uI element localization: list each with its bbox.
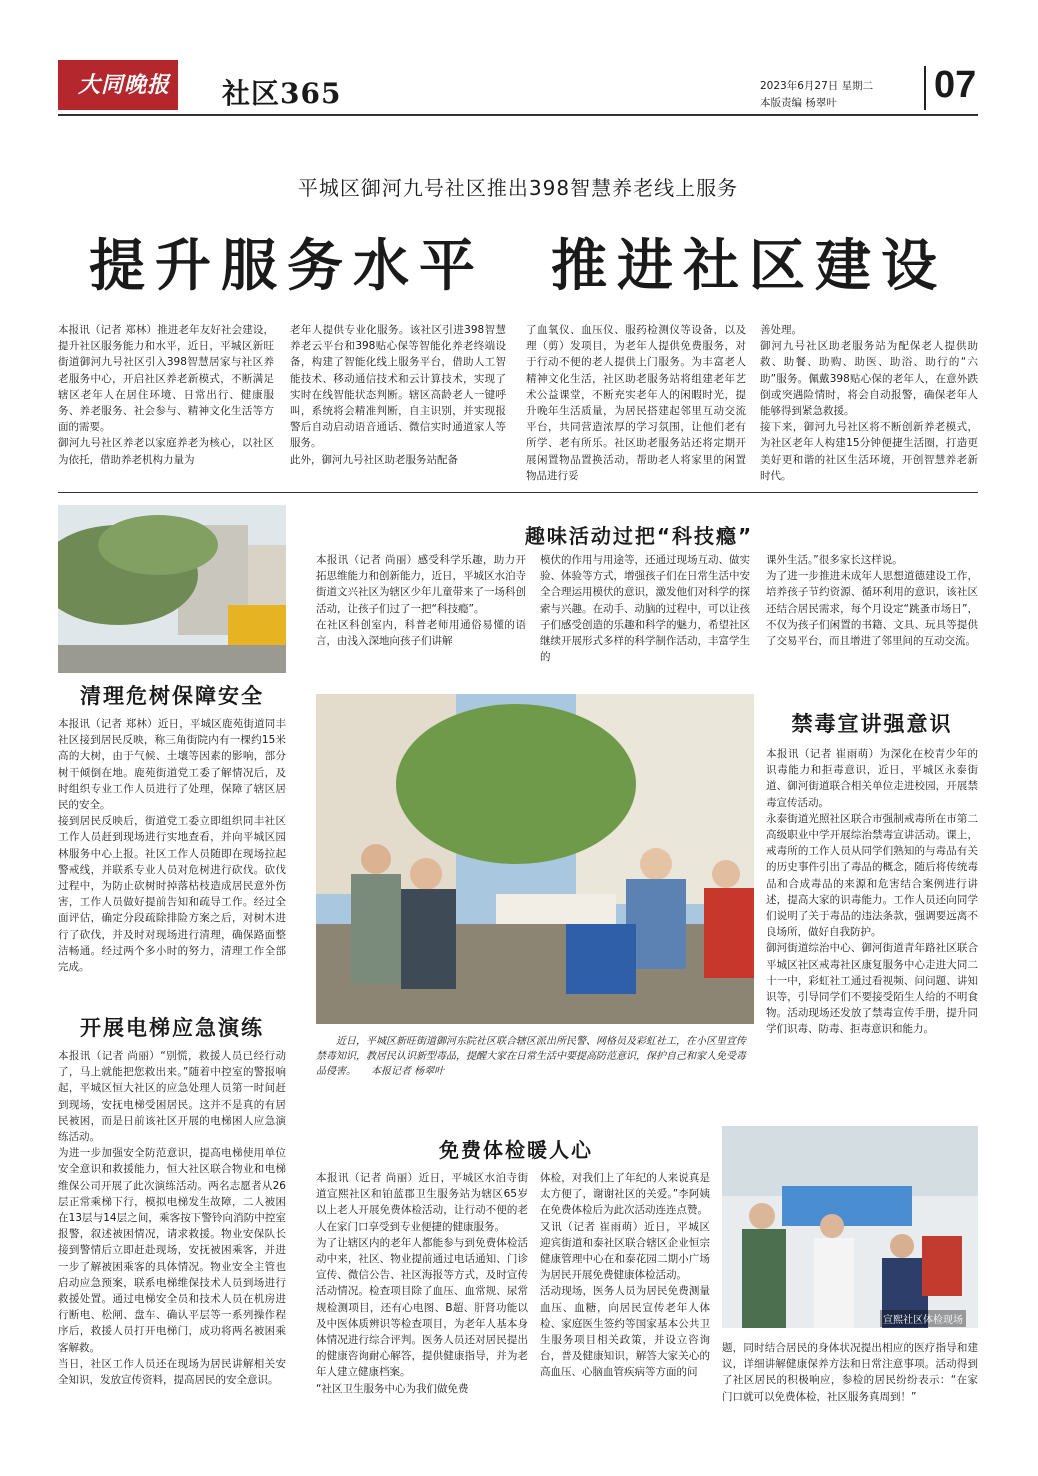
issue-date: 2023年6月27日 星期二	[760, 80, 874, 92]
lead-col-1: 本报讯（记者 郑林）推进老年友好社会建设，提升社区服务能力和水平，近日，平城区新旺街道御河九号社区引入398智慧居家与社区养老服务中心，开启社区养老新模式，不断满足辖区老年人在居住环境、日常出行、健康服务、养老服务、社会参与、精神文化生活等方面的需要。 御河九号社区养老以家庭养老为核心，以社区为依托，借助养老机构力量为	[58, 324, 274, 466]
lead-col-2: 老年人提供专业化服务。该社区引进398智慧养老云平台和398贴心保等智能化养老终端设备，构建了智能化线上服务平台，借助人工智能技术、移动通信技术和云计算技术，实现了实时在线智能状态判断。辖区高龄老人一键呼叫，系统将会精准判断，自主识别，并实现报警后自动启动语音通话、微信实时通道家人等服务。 此外，御河九号社区助老服务站配备	[290, 324, 506, 466]
checkup-col-3: 题，同时结合居民的身体状况提出相应的医疗指导和建议，详细讲解健康保养方法和日常注意事项。活动得到了社区居民的积极响应，参检的居民纷纷表示：“在家门口就可以免费体检，社区服务真周到！”	[722, 1342, 978, 1403]
lead-kicker: 平城区御河九号社区推出398智慧养老线上服务	[297, 176, 739, 200]
checkup-col-1: 本报讯（记者 尚丽）近日，平城区水泊寺街道宣熙社区和铂蓝郡卫生服务站为辖区65岁以上老人开展免费体检活动，让行动不便的老人在家门口享受到专业便捷的健康服务。 为了让辖区内的老年人都能参与到免费体检活动中来，社区、物业提前通过电话通知、门诊宣传、微信公告、社区海报等方式，及时宣传活动情况。检查项目除了血压、血常规、尿常规检测项目，还有心电图、B超、肝肾功能以及中医体质辨识等检查项目，为老年人基本身体情况进行综合评判。医务人员还对居民提出的健康咨询耐心解答，提供健康指导，并为老年人建立健康档案。 “社区卫生服务中心为我们做免费	[316, 1172, 528, 1395]
tech-title: 趣味活动过把“科技瘾”	[524, 524, 754, 548]
lead-headline: 提升服务水平 推进社区建设	[89, 233, 947, 299]
page-number: 07	[934, 64, 977, 106]
tree-photo-illustration	[58, 505, 286, 673]
checkup-photo-illustration	[722, 1126, 978, 1328]
section-name: 社区365	[222, 77, 342, 110]
drug-title: 禁毒宣讲强意识	[791, 712, 953, 736]
anti-drug-event-photo	[316, 694, 754, 1024]
header-divider	[924, 66, 926, 110]
tech-col-1: 本报讯（记者 尚丽）感受科学乐趣，助力开拓思维能力和创新能力，近日，平城区水泊寺街道文兴社区为辖区少年儿童带来了一场科创活动，让孩子们过了一把“科技瘾”。 在社区科创室内，科普老师用通俗易懂的语言，由浅入深地向孩子们讲解	[316, 554, 526, 648]
elevator-text: 本报讯（记者 尚丽）“别慌，救援人员已经行动了，马上就能把您救出来。”随着中控室的警报响起，平城区恒大社区的应急处理人员第一时间赶到现场，安抚电梯受困居民。这并不是真的有居民被困，而是日前该社区开展的电梯困人应急演练活动。 为进一步加强安全防范意识，提高电梯使用单位安全意识和救援能力，恒大社区联合物业和电梯维保公司开展了此次演练活动。两名志愿者从26层正常乘梯下行，模拟电梯发生故障，二人被困在13层与14层之间，乘客按下警铃向消防中控室报警，叙述被困情况，请求救援。物业安保队长接到警情后立即赶赴现场，安抚被困乘客，并进一步了解被困乘客的具体情况。物业安全主管也启动应急预案，联系电梯维保技术人员到场进行救援处置。通过电梯安全员和技术人员在机房进行断电、松闸、盘车、确认平层等一系列操作程序后，救援人员打开电梯门，成功将两名被困乘客解救。 当日，社区工作人员还在现场为居民讲解相关安全知识，发放宣传资料，提高居民的安全意识。	[58, 1050, 286, 1387]
newspaper-logo: 大同晚报	[58, 60, 178, 110]
lead-bottom-rule	[58, 492, 978, 493]
lead-col-4: 善处理。 御河九号社区助老服务站为配保老人提供助救、助餐、助购、助医、助浴、助行的“六助”服务。佩戴398贴心保的老年人，在意外跌倒或突遇险情时，将会自动报警，确保老年人能够得到紧急救援。 接下来，御河九号社区将不断创新养老模式，为社区老年人构建15分钟便捷生活圈，打造更美好更和谐的社区生活环境，开创智慧养老新时代。	[760, 324, 978, 482]
tech-col-3: 课外生活。”很多家长这样说。 为了进一步推进未成年人思想道德建设工作，培养孩子节约资源、循环利用的意识，该社区还结合居民需求，每个月设定“跳蚤市场日”，不仅为孩子们闲置的书籍、文具、玩具等提供了交易平台，而且增进了邻里间的互动交流。	[766, 554, 978, 648]
checkup-col-2: 体检，对我们上了年纪的人来说真是太方便了，谢谢社区的关爱。”李阿姨在免费体检后为此次活动连连点赞。 又讯（记者 崔雨萌）近日，平城区迎宾街道和泰社区联合辖区企业恒宗健康管理中心在和泰花园二期小广场为居民开展免费健康体检活动。 活动现场，医务人员为居民免费测量血压、血糖，向居民宣传老年人体检、家庭医生签约等国家基本公共卫生服务项目相关政策，并设立咨询台，普及健康知识，解答大家关心的高血压、心脑血管疾病等方面的问	[540, 1172, 710, 1379]
elevator-title: 开展电梯应急演练	[80, 1016, 264, 1040]
checkup-photo-caption: 宣熙社区体检现场	[880, 1310, 966, 1327]
page-editor: 本版责编 杨翠叶	[760, 97, 837, 109]
checkup-photo	[722, 1126, 978, 1328]
drug-text: 本报讯（记者 崔雨萌）为深化在校青少年的识毒能力和拒毒意识，近日，平城区永泰街道、御河街道联合相关单位走进校园，开展禁毒宣传活动。 永泰街道光照社区联合市强制戒毒所在市第二高级职业中学开展综治禁毒宣讲活动。课上，戒毒所的工作人员从同学们熟知的与毒品有关的历史事件引出了毒品的概念，随后将传统毒品和合成毒品的来源和危害结合案例进行讲述，提高大家的识毒能力。工作人员还向同学们说明了关于毒品的违法条款，强调要远离不良场所，做好自我防护。 御河街道综治中心、御河街道青年路社区联合平城区社区戒毒社区康复服务中心走进大同二十一中，彩虹社工通过看视频、问问题、讲知识等，引导同学们不要接受陌生人给的不明食物。活动现场还发放了禁毒宣传手册，提升同学们识毒、防毒、拒毒意识和能力。	[766, 748, 978, 1036]
tree-title: 清理危树保障安全	[80, 684, 264, 708]
tech-col-2: 模伏的作用与用途等，还通过现场互动、做实验、体验等方式，增强孩子们在日常生活中安全合理运用模伏的意识，激发他们对科学的探索与兴趣。在动手、动脑的过程中，可以让孩子们感受创造的乐趣和科学的魅力，希望社区继续开展形式多样的科学制作活动，丰富学生的	[540, 554, 750, 664]
lead-col-3: 了血氧仪、血压仪、服药检测仪等设备，以及理（剪）发项目，为老年人提供免费服务，对于行动不便的老人提供上门服务。为丰富老人精神文化生活，社区助老服务站将组建老年艺术公益课堂，不断充实老年人的闲暇时光，提升晚年生活质量，为居民搭建起邻里互动交流平台，共同营造浓厚的学习氛围，让他们老有所学、老有所乐。社区助老服务站还将定期开展闲置物品置换活动，帮助老人将家里的闲置物品进行妥	[526, 324, 746, 482]
tree-text: 本报讯（记者 郑林）近日，平城区鹿苑街道同丰社区接到居民反映，称三角街院内有一棵约15米高的大树，由于气候、土壤等因素的影响，部分树干倾倒在地。鹿苑街道党工委了解情况后，及时组织专业工作人员进行了处理，保障了辖区居民的安全。 接到居民反映后，街道党工委立即组织同丰社区工作人员赶到现场进行实地查看，并向平城区园林服务中心上报。社区工作人员随即在现场拉起警戒线，并联系专业人员对危树进行砍伐。砍伐过程中，为防止砍树时掉落枯枝造成居民意外伤害，工作人员做好提前告知和疏导工作。经过全面评估，确定分段疏除排险方案之后，对树木进行了砍伐，并及时对现场进行清理，确保路面整洁畅通。经过两个多小时的努力，清理工作全部完成。	[58, 718, 286, 974]
header-rule	[58, 114, 978, 116]
checkup-title: 免费体检暖人心	[439, 1138, 593, 1162]
main-photo-caption: 近日，平城区新旺街道御河东院社区联合辖区派出所民警、网格员及彩虹社工，在小区里宣传禁毒知识，教居民认识新型毒品，提醒大家在日常生活中要提高防范意识，保护自己和家人免受毒品侵害。 本报记者 杨翠叶	[316, 1036, 746, 1077]
anti-drug-photo-illustration	[316, 694, 754, 1024]
tree-photo	[58, 505, 286, 673]
